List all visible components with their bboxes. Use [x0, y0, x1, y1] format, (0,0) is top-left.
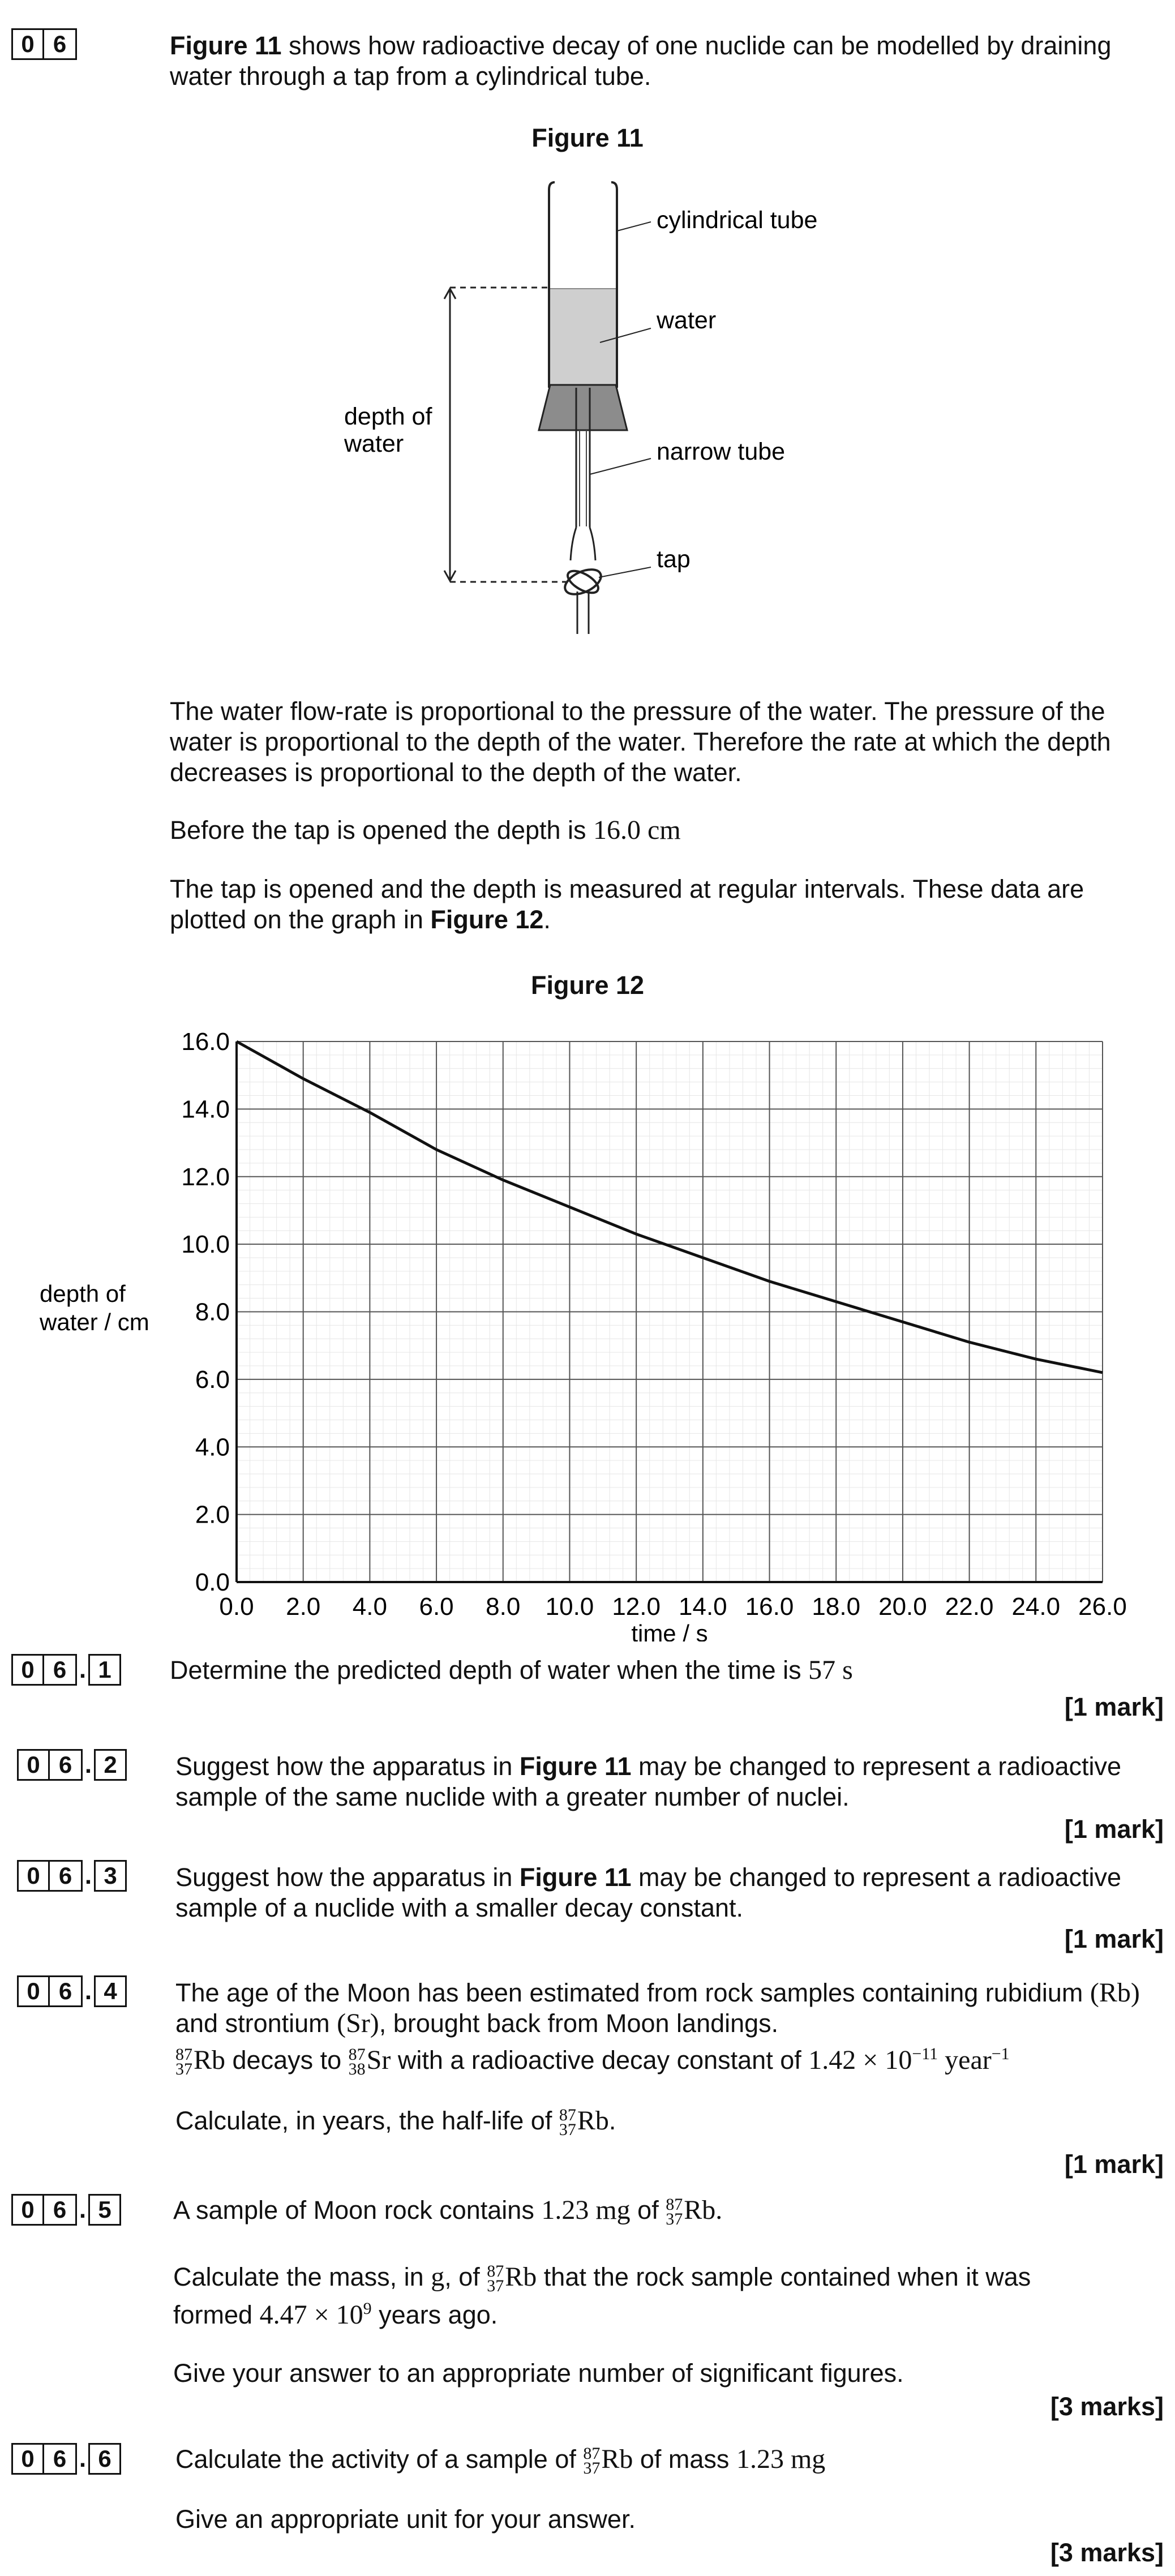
part-dot: .	[79, 2445, 87, 2472]
x-tick-label: 12.0	[612, 1593, 661, 1621]
paragraph-initial-depth	[170, 815, 681, 846]
x-tick-label: 8.0	[486, 1593, 521, 1621]
x-tick-label: 2.0	[286, 1593, 321, 1621]
rb-nuclide-numbers	[583, 2446, 600, 2476]
leader-narrow-tube	[590, 458, 651, 474]
y-tick-label: 14.0	[181, 1095, 230, 1124]
rb-nuclide-symbol: Rb	[194, 2045, 226, 2075]
part-line: of	[630, 2196, 666, 2224]
y-tick-label: 4.0	[195, 1433, 230, 1461]
part-line: may be changed to represent a radioactive	[631, 1863, 1122, 1892]
leader-cylindrical-tube	[617, 222, 651, 231]
part-line: Suggest how the apparatus in	[175, 1752, 520, 1781]
rb-nuclide-numbers	[175, 2047, 192, 2077]
part-line: .	[608, 2106, 616, 2135]
part-digit: 1	[88, 1654, 121, 1686]
part-line: that the rock sample contained when it was	[537, 2262, 1031, 2291]
part-digit: 6	[44, 1654, 77, 1686]
part-digit: 3	[94, 1860, 127, 1892]
figure12-chart	[0, 1019, 1175, 1641]
rb-nuclide-symbol: Rb	[601, 2444, 633, 2474]
part-number	[11, 2194, 121, 2226]
label-tap: tap	[657, 546, 691, 573]
marks-6-3: [1 mark]	[1064, 1925, 1164, 1953]
x-tick-label: 24.0	[1011, 1593, 1061, 1621]
label-cylindrical-tube: cylindrical tube	[657, 207, 818, 234]
part-6-3-text	[175, 1862, 1121, 1923]
part-6-6-line1	[175, 2444, 825, 2476]
figure12-title: Figure 12	[530, 971, 645, 1000]
marks-6-1: [1 mark]	[1064, 1692, 1164, 1721]
paragraph-tap-opened	[170, 874, 1084, 935]
marks-6-6: [3 marks]	[1050, 2538, 1164, 2567]
bung	[539, 385, 627, 430]
age-exponent: 9	[363, 2299, 372, 2318]
mass-value: 1.23 mg	[541, 2195, 631, 2225]
tube-left-wall	[549, 182, 555, 190]
unit-g: g	[431, 2262, 445, 2292]
question-digit: 6	[44, 28, 77, 60]
marks-6-2: [1 mark]	[1064, 1815, 1164, 1844]
label-depth-line1: depth of	[344, 403, 432, 430]
part-digit: 6	[88, 2443, 121, 2475]
part-line: Calculate the mass, in	[173, 2262, 431, 2291]
atomic-number: 37	[583, 2459, 601, 2478]
intro-rest: shows how radioactive decay of one nuclide can be modelled by draining	[281, 31, 1112, 60]
part-digit: 0	[11, 1654, 44, 1686]
x-axis-label: time / s	[631, 1620, 708, 1641]
rb-nuclide-symbol: Rb	[684, 2195, 716, 2225]
y-tick-label: 10.0	[181, 1231, 230, 1259]
rb-nuclide-numbers	[487, 2264, 504, 2294]
part-line: A sample of Moon rock contains	[173, 2196, 542, 2224]
part-line: may be changed to represent a radioactive	[631, 1752, 1122, 1781]
sr-symbol: (Sr)	[337, 2008, 379, 2038]
part-number	[11, 2443, 121, 2475]
paragraph-line: plotted on the graph in	[170, 905, 431, 934]
figure11-diagram	[317, 164, 996, 645]
time-value: 57 s	[808, 1655, 853, 1685]
paragraph-line: water is proportional to the depth of the water. Therefore the rate at which the depth	[170, 727, 1111, 756]
atomic-number: 37	[175, 2060, 192, 2079]
part-line: of mass	[633, 2445, 736, 2474]
part-dot: .	[84, 1751, 92, 1778]
rb-nuclide-numbers	[666, 2197, 683, 2227]
part-digit: 6	[44, 2194, 77, 2226]
decay-constant-exponent: −11	[912, 2044, 938, 2063]
part-line: Give your answer to an appropriate number of significant figures.	[173, 2359, 904, 2388]
age-value	[260, 2300, 372, 2330]
y-tick-label: 0.0	[195, 1568, 230, 1596]
sr-nuclide-numbers	[349, 2047, 366, 2077]
figure11-ref: Figure 11	[519, 1752, 632, 1781]
label-water: water	[657, 307, 717, 334]
paragraph-line: Before the tap is opened the depth is	[170, 816, 594, 845]
label-depth-line2: water	[344, 430, 404, 457]
intro-line2: water through a tap from a cylindrical tube.	[170, 62, 651, 91]
part-6-5-line2	[173, 2262, 1031, 2330]
part-dot: .	[79, 1656, 87, 1683]
part-dot: .	[79, 2196, 87, 2223]
part-number	[17, 1749, 127, 1781]
y-axis-label-line1: depth of	[40, 1280, 126, 1307]
part-digit: 0	[17, 1860, 50, 1892]
part-digit: 0	[11, 2443, 44, 2475]
mass-number: 87	[487, 2262, 504, 2281]
x-tick-label: 14.0	[679, 1593, 727, 1621]
tap-body	[571, 528, 595, 560]
part-dot: .	[84, 1977, 92, 2005]
question-number	[11, 28, 77, 60]
age-mantissa: 4.47 × 10	[259, 2300, 363, 2330]
mass-number: 87	[175, 2045, 192, 2064]
mass-number: 87	[666, 2195, 683, 2214]
decay-constant-value: 1.42 × 10	[808, 2045, 912, 2075]
leader-tap	[599, 567, 651, 577]
rb-symbol: (Rb)	[1090, 1978, 1140, 2008]
y-tick-label: 12.0	[181, 1163, 230, 1191]
x-tick-label: 22.0	[945, 1593, 994, 1621]
part-line: .	[715, 2195, 723, 2225]
paragraph-flow-rate	[170, 696, 1111, 788]
part-6-1-text	[170, 1655, 853, 1686]
series-line-depth	[237, 1041, 1103, 1373]
part-line: sample of a nuclide with a smaller decay constant.	[175, 1893, 744, 1922]
tap-handle	[561, 564, 605, 599]
y-axis-label-line2: water / cm	[40, 1309, 149, 1335]
part-line: Calculate the activity of a sample of	[175, 2445, 584, 2474]
x-tick-label: 20.0	[878, 1593, 927, 1621]
part-6-4-text	[175, 1978, 1140, 2077]
part-line: Give an appropriate unit for your answer.	[175, 2505, 636, 2534]
part-line: , of	[444, 2262, 487, 2291]
part-line: formed	[173, 2300, 260, 2330]
part-digit: 4	[94, 1975, 127, 2007]
part-6-2-text	[175, 1751, 1121, 1812]
question-digit: 0	[11, 28, 44, 60]
water-fill	[550, 289, 616, 389]
atomic-number: 38	[348, 2060, 366, 2079]
x-tick-label: 26.0	[1078, 1593, 1127, 1621]
part-dot: .	[84, 1862, 92, 1889]
part-6-5-line1	[173, 2195, 722, 2227]
y-tick-label: 8.0	[195, 1298, 230, 1326]
decay-constant	[808, 2045, 1009, 2075]
x-tick-label: 0.0	[219, 1593, 254, 1621]
part-line: , brought back from Moon landings.	[379, 2009, 779, 2038]
part-line: and strontium	[175, 2009, 337, 2038]
part-line: Calculate, in years, the half-life of	[175, 2106, 559, 2135]
marks-6-5: [3 marks]	[1050, 2392, 1164, 2421]
decay-constant-unit-exponent: −1	[991, 2044, 1010, 2063]
part-digit: 0	[17, 1749, 50, 1781]
sr-nuclide-symbol: Sr	[366, 2045, 391, 2075]
part-number	[17, 1860, 127, 1892]
x-tick-label: 10.0	[545, 1593, 594, 1621]
part-6-5-line4	[173, 2358, 904, 2389]
part-number	[17, 1975, 127, 2007]
part-6-4-calc	[175, 2106, 616, 2140]
part-digit: 6	[50, 1749, 83, 1781]
atomic-number: 37	[559, 2120, 576, 2140]
mass-number: 87	[583, 2444, 601, 2463]
part-digit: 0	[11, 2194, 44, 2226]
figure11-ref: Figure 11	[519, 1863, 632, 1892]
intro-text	[170, 31, 1111, 92]
part-digit: 6	[44, 2443, 77, 2475]
figure11-title: Figure 11	[531, 123, 644, 152]
part-digit: 6	[50, 1860, 83, 1892]
atomic-number: 37	[487, 2277, 504, 2296]
part-digit: 2	[94, 1749, 127, 1781]
mass-number: 87	[559, 2106, 576, 2125]
paragraph-line: The tap is opened and the depth is measured at regular intervals. These data are	[170, 875, 1084, 903]
rb-nuclide-symbol: Rb	[577, 2106, 609, 2136]
label-narrow-tube: narrow tube	[657, 438, 786, 465]
tube-right-wall	[611, 182, 617, 190]
part-line: sample of the same nuclide with a greater number of nuclei.	[175, 1782, 850, 1811]
figure12-ref: Figure 12	[430, 905, 544, 934]
paragraph-line: .	[543, 905, 551, 934]
rb-nuclide-numbers	[559, 2106, 576, 2140]
part-6-6-line2	[175, 2504, 636, 2535]
x-tick-label: 4.0	[352, 1593, 387, 1621]
marks-6-4: [1 mark]	[1064, 2150, 1164, 2179]
part-line: with a radioactive decay constant of	[391, 2046, 809, 2074]
x-tick-label: 6.0	[419, 1593, 454, 1621]
initial-depth-value: 16.0 cm	[593, 815, 681, 845]
part-line: Suggest how the apparatus in	[175, 1863, 520, 1892]
intro-bold: Figure 11	[170, 31, 282, 60]
part-number	[11, 1654, 121, 1686]
paragraph-line: decreases is proportional to the depth of the water.	[170, 758, 742, 787]
y-tick-label: 6.0	[195, 1365, 230, 1394]
y-tick-label: 16.0	[181, 1028, 230, 1056]
part-digit: 6	[50, 1975, 83, 2007]
part-line: The age of the Moon has been estimated from rock samples containing rubidium	[175, 1978, 1090, 2007]
rb-nuclide-symbol: Rb	[505, 2262, 537, 2292]
part-digit: 0	[17, 1975, 50, 2007]
x-tick-label: 16.0	[745, 1593, 794, 1621]
decay-constant-unit: year	[938, 2045, 992, 2075]
mass-number: 87	[348, 2045, 366, 2064]
mass-value: 1.23 mg	[736, 2444, 826, 2474]
part-digit: 5	[88, 2194, 121, 2226]
atomic-number: 37	[666, 2210, 683, 2229]
part-line: years ago.	[371, 2300, 498, 2330]
part-line: decays to	[225, 2046, 349, 2074]
part-line: Determine the predicted depth of water when the time is	[170, 1656, 809, 1685]
paragraph-line: The water flow-rate is proportional to the pressure of the water. The pressure of the	[170, 697, 1105, 726]
x-tick-label: 18.0	[812, 1593, 861, 1621]
y-tick-label: 2.0	[195, 1501, 230, 1529]
